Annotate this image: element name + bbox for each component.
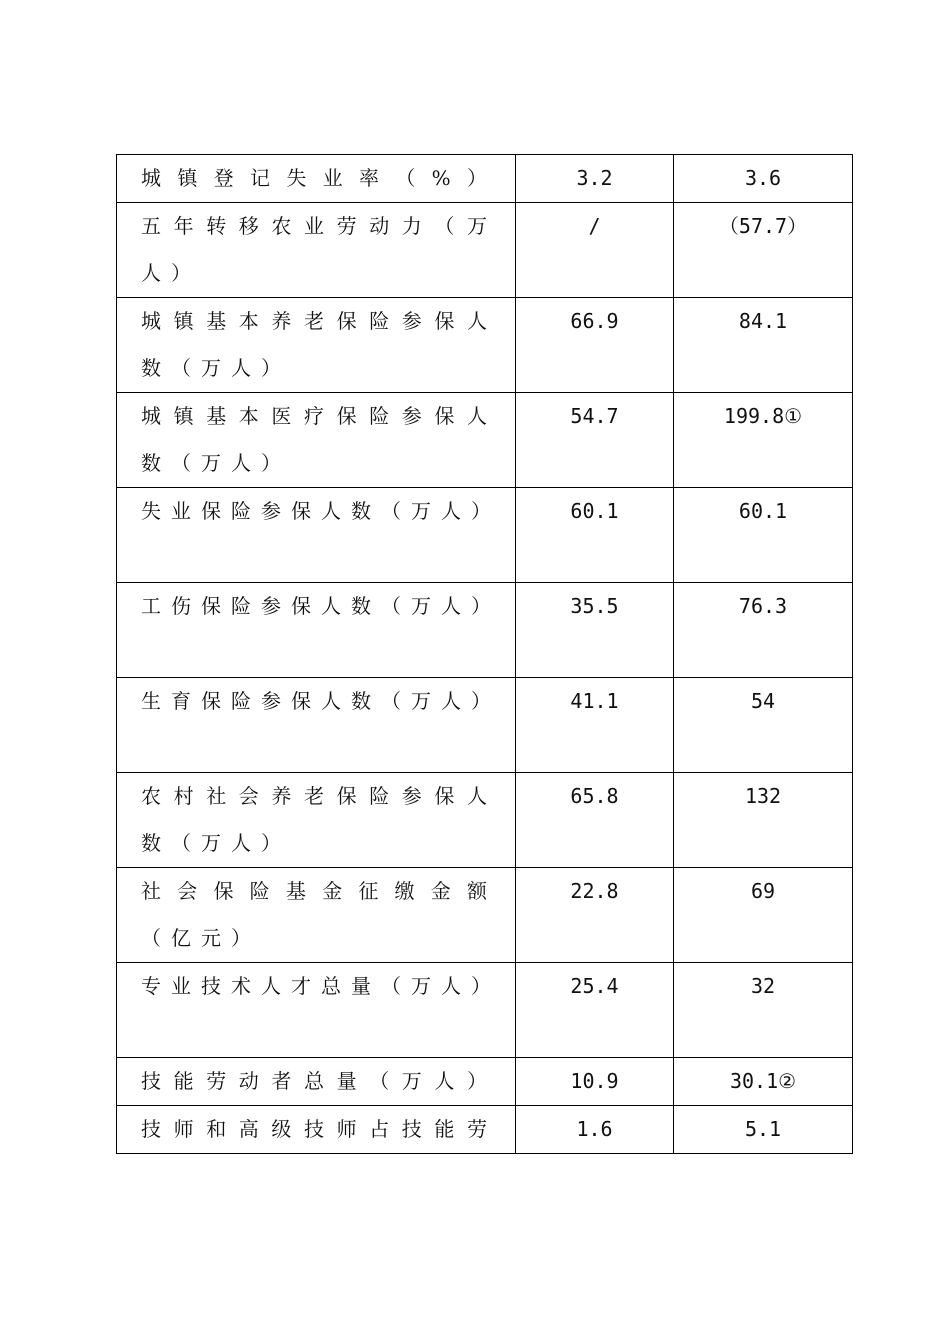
value-column-1: 3.2: [516, 155, 674, 203]
value-column-2: 132: [674, 773, 853, 868]
table-row: [117, 868, 853, 963]
value-column-1: 10.9: [516, 1058, 674, 1106]
value-column-1: 1.6: [516, 1106, 674, 1154]
table-row: [117, 393, 853, 488]
row-label: 技能劳动者总量（万人）: [117, 1058, 516, 1106]
table-row: [117, 488, 853, 583]
row-label: 失业保险参保人数（万人）: [117, 488, 516, 583]
row-label: 农村社会养老保险参保人数（万人）: [117, 773, 516, 868]
value-column-2: 84.1: [674, 298, 853, 393]
table-row: [117, 678, 853, 773]
value-column-2: 3.6: [674, 155, 853, 203]
table-row: [117, 963, 853, 1058]
table-row: [117, 1058, 853, 1106]
value-column-2: 199.8①: [674, 393, 853, 488]
value-column-2: （57.7）: [674, 203, 853, 298]
table-row: [117, 155, 853, 203]
value-column-1: 25.4: [516, 963, 674, 1058]
table-row: [117, 773, 853, 868]
value-column-1: 54.7: [516, 393, 674, 488]
row-label: 技师和高级技师占技能劳: [117, 1106, 516, 1154]
value-column-2: 32: [674, 963, 853, 1058]
value-column-2: 69: [674, 868, 853, 963]
row-label: 五年转移农业劳动力（万人）: [117, 203, 516, 298]
table-row: [117, 583, 853, 678]
value-column-1: 41.1: [516, 678, 674, 773]
value-column-1: 35.5: [516, 583, 674, 678]
table-row: [117, 1106, 853, 1154]
statistics-table: [116, 154, 853, 1154]
value-column-1: 60.1: [516, 488, 674, 583]
value-column-1: 66.9: [516, 298, 674, 393]
value-column-2: 60.1: [674, 488, 853, 583]
row-label: 城镇登记失业率（%）: [117, 155, 516, 203]
value-column-1: 65.8: [516, 773, 674, 868]
value-column-2: 30.1②: [674, 1058, 853, 1106]
row-label: 社会保险基金征缴金额（亿元）: [117, 868, 516, 963]
value-column-2: 76.3: [674, 583, 853, 678]
row-label: 城镇基本医疗保险参保人数（万人）: [117, 393, 516, 488]
row-label: 专业技术人才总量（万人）: [117, 963, 516, 1058]
value-column-1: /: [516, 203, 674, 298]
row-label: 工伤保险参保人数（万人）: [117, 583, 516, 678]
value-column-2: 54: [674, 678, 853, 773]
table-row: [117, 203, 853, 298]
row-label: 生育保险参保人数（万人）: [117, 678, 516, 773]
value-column-2: 5.1: [674, 1106, 853, 1154]
value-column-1: 22.8: [516, 868, 674, 963]
row-label: 城镇基本养老保险参保人数（万人）: [117, 298, 516, 393]
table-row: [117, 298, 853, 393]
